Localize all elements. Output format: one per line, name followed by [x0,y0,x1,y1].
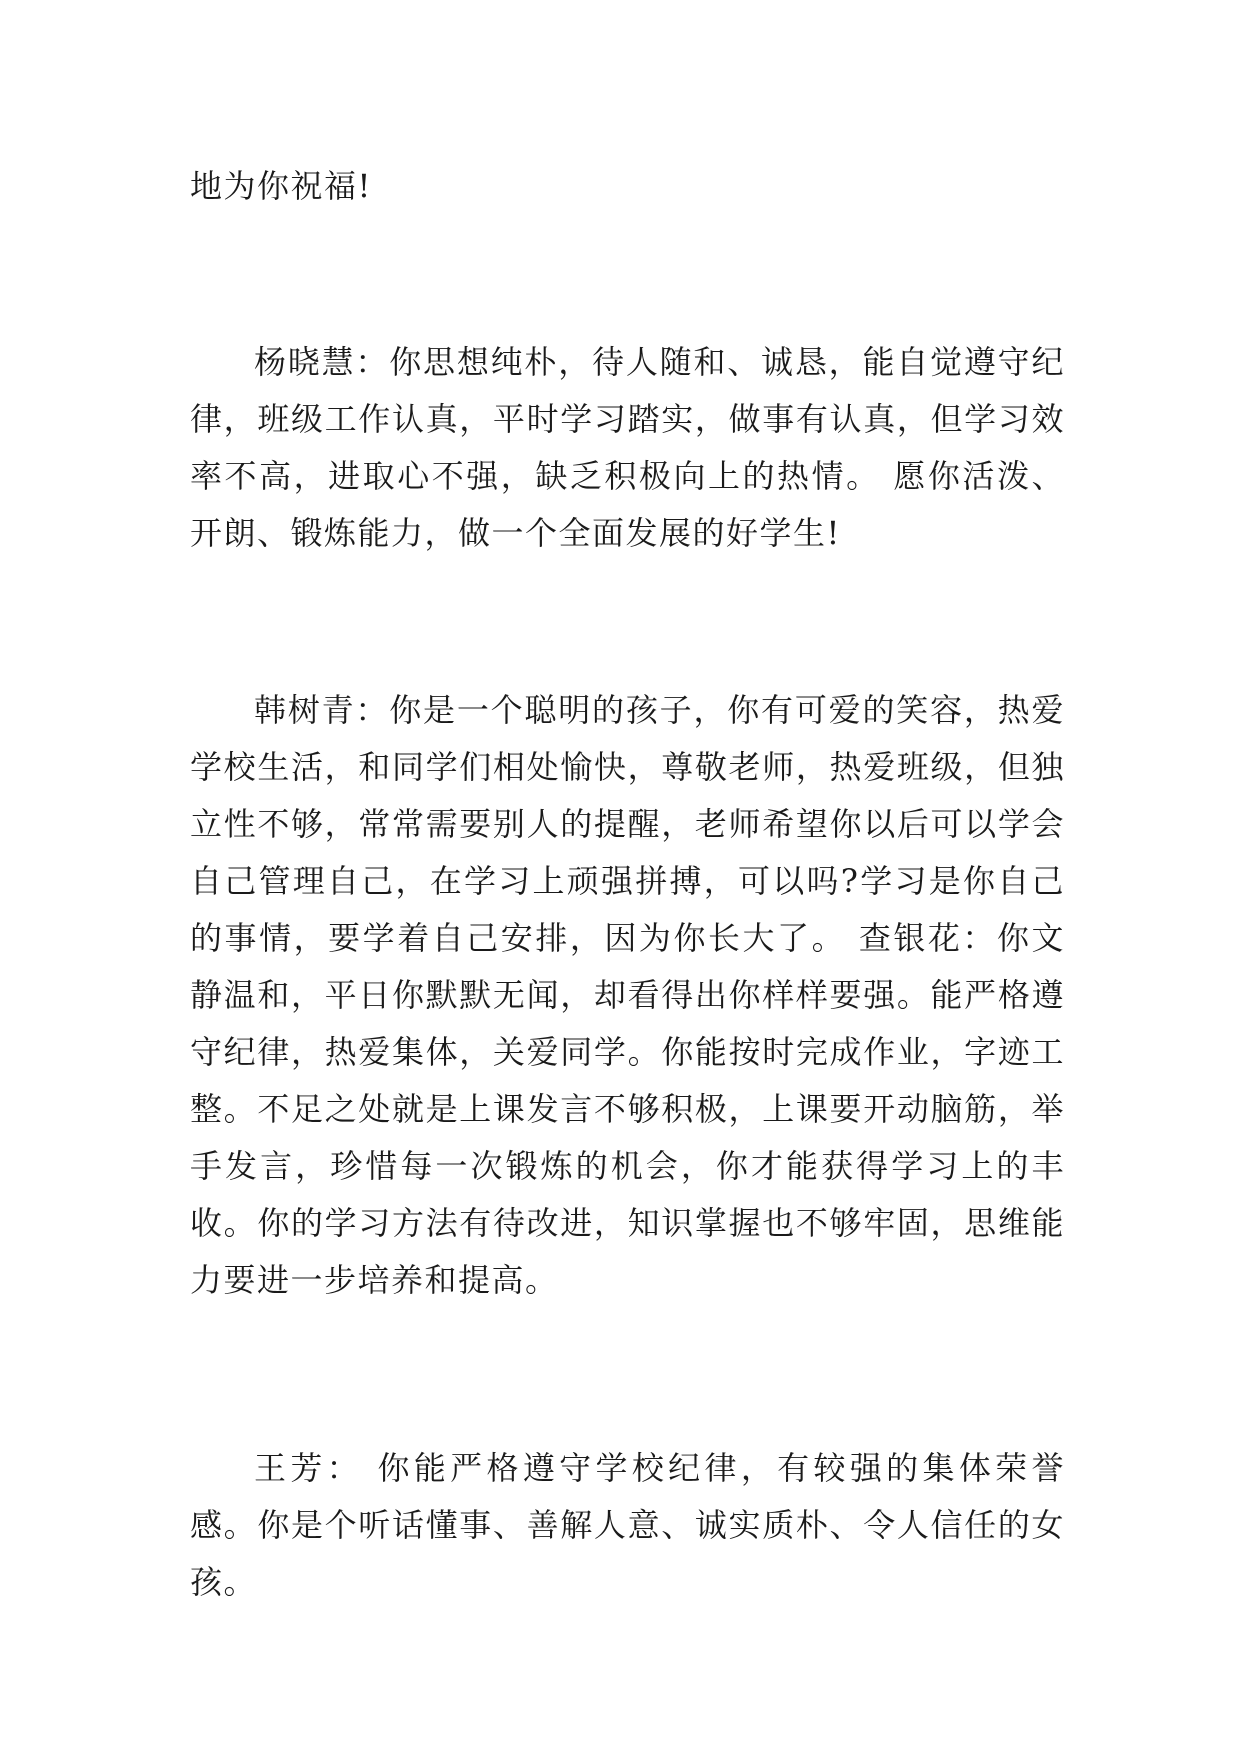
paragraph-comment-han-shuqing: 韩树青：你是一个聪明的孩子，你有可爱的笑容，热爱学校生活，和同学们相处愉快，尊敬老师，热爱班级，但独立性不够，常常需要别人的提醒，老师希望你以后可以学会自己管理自己，在学习上顽强拼搏，可以吗?学习是你自己的事情，要学着自己安排，因为你长大了。 查银花：你文静温和，平日你默默无闻，却看得出你样样要强。能严格遵守纪律，热爱集体，关爱同学。你能按时完成作业，字迹工整。不足之处就是上课发言不够积极，上课要开动脑筋，举手发言，珍惜每一次锻炼的机会，你才能获得学习上的丰收。你的学习方法有待改进，知识掌握也不够牢固，思维能力要进一步培养和提高。 [190,691,1065,1299]
paragraph-comment-yang-xiaohui: 杨晓慧：你思想纯朴，待人随和、诚恳，能自觉遵守纪律，班级工作认真，平时学习踏实，做事有认真，但学习效率不高，进取心不强，缺乏积极向上的热情。 愿你活泼、开朗、锻炼能力，做一个全面发展的好学生! [190,343,1065,552]
paragraph-comment-wang-fang: 王芳： 你能严格遵守学校纪律，有较强的集体荣誉感。你是个听话懂事、善解人意、诚实质朴、令人信任的女孩。 [190,1449,1065,1601]
paragraph-continuation: 地为你祝福! [190,167,372,205]
